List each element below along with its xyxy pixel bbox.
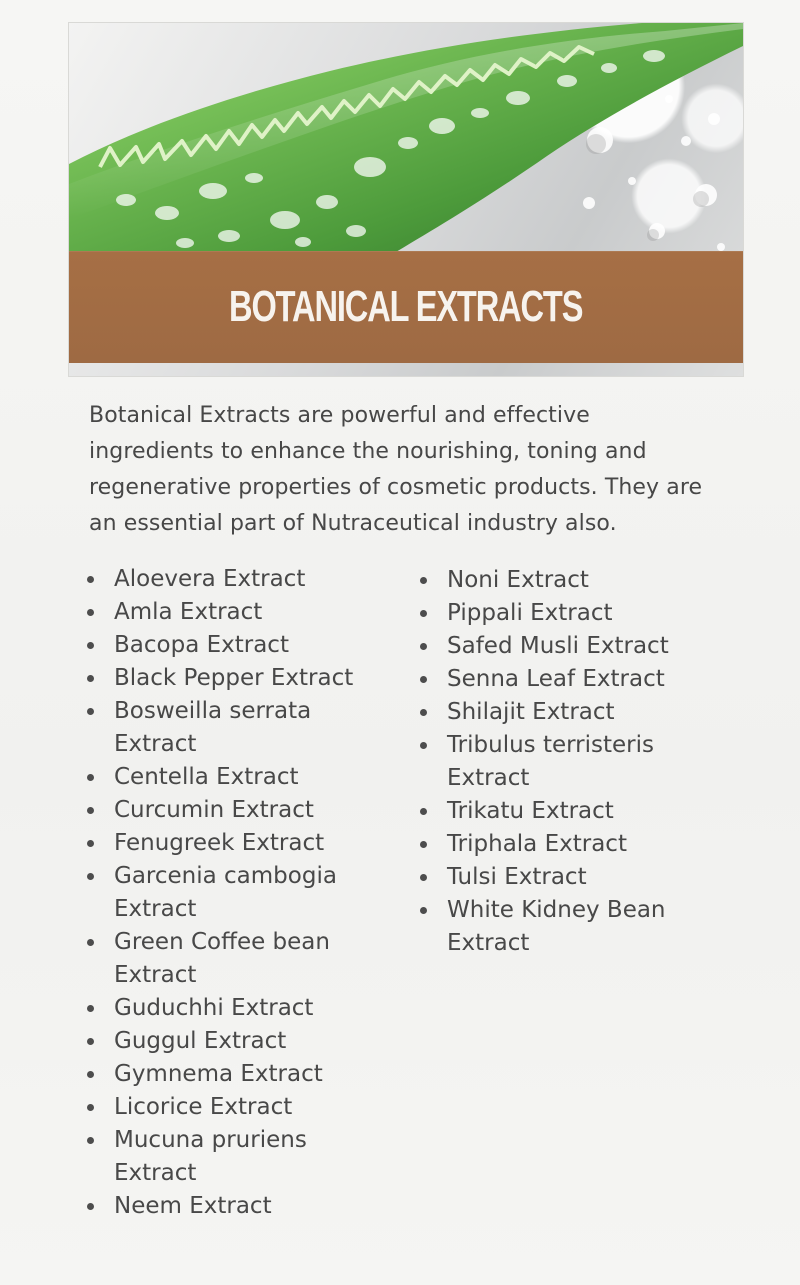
- list-item: Senna Leaf Extract: [420, 663, 710, 696]
- list-item: Black Pepper Extract: [87, 662, 377, 695]
- list-item: Guduchhi Extract: [87, 992, 377, 1025]
- list-item: Noni Extract: [420, 564, 710, 597]
- list-item: Safed Musli Extract: [420, 630, 710, 663]
- bullet-icon: [87, 609, 94, 616]
- bullet-icon: [420, 907, 427, 914]
- bullet-icon: [87, 807, 94, 814]
- bullet-icon: [87, 576, 94, 583]
- bullet-icon: [420, 577, 427, 584]
- bullet-icon: [87, 1038, 94, 1045]
- bullet-icon: [420, 676, 427, 683]
- list-item: Fenugreek Extract: [87, 827, 377, 860]
- bullet-icon: [420, 643, 427, 650]
- bullet-icon: [87, 1104, 94, 1111]
- botanical-list-left: [87, 563, 377, 1223]
- bullet-icon: [420, 874, 427, 881]
- list-item: Garcenia cambogia Extract: [87, 860, 377, 926]
- list-item: Tulsi Extract: [420, 861, 710, 894]
- list-item: Trikatu Extract: [420, 795, 710, 828]
- list-item: Guggul Extract: [87, 1025, 377, 1058]
- botanical-list-right: [420, 564, 710, 960]
- bullet-icon: [87, 1203, 94, 1210]
- page-title: BOTANICAL EXTRACTS: [229, 282, 583, 331]
- list-item: Shilajit Extract: [420, 696, 710, 729]
- bullet-icon: [87, 840, 94, 847]
- hero-image: [68, 22, 744, 377]
- corner-mark: [764, 6, 776, 18]
- bullet-icon: [420, 709, 427, 716]
- list-item: Bosweilla serrata Extract: [87, 695, 377, 761]
- list-item: Amla Extract: [87, 596, 377, 629]
- list-item: Pippali Extract: [420, 597, 710, 630]
- list-item: Gymnema Extract: [87, 1058, 377, 1091]
- scan-scribble: [118, 0, 248, 10]
- list-item: Centella Extract: [87, 761, 377, 794]
- bullet-icon: [87, 708, 94, 715]
- bullet-icon: [420, 610, 427, 617]
- list-item: Green Coffee bean Extract: [87, 926, 377, 992]
- list-item: Triphala Extract: [420, 828, 710, 861]
- list-item: Bacopa Extract: [87, 629, 377, 662]
- list-item: Licorice Extract: [87, 1091, 377, 1124]
- list-item: Curcumin Extract: [87, 794, 377, 827]
- list-item: Aloevera Extract: [87, 563, 377, 596]
- bullet-icon: [87, 675, 94, 682]
- bullet-icon: [87, 1071, 94, 1078]
- bullet-icon: [420, 808, 427, 815]
- bullet-icon: [87, 1137, 94, 1144]
- list-item: White Kidney Bean Extract: [420, 894, 710, 960]
- bullet-icon: [87, 939, 94, 946]
- bullet-icon: [87, 873, 94, 880]
- list-item: Mucuna pruriens Extract: [87, 1124, 377, 1190]
- title-banner: [69, 251, 743, 363]
- bullet-icon: [420, 742, 427, 749]
- list-item: Neem Extract: [87, 1190, 377, 1223]
- bullet-icon: [87, 642, 94, 649]
- intro-paragraph: Botanical Extracts are powerful and effective ingredients to enhance the nourishing, toning and regenerative properties of cosmetic products. They are an essential part of Nutraceutical industry also.: [89, 403, 703, 536]
- bullet-icon: [87, 1005, 94, 1012]
- list-item: Tribulus terristeris Extract: [420, 729, 710, 795]
- bullet-icon: [420, 841, 427, 848]
- bullet-icon: [87, 774, 94, 781]
